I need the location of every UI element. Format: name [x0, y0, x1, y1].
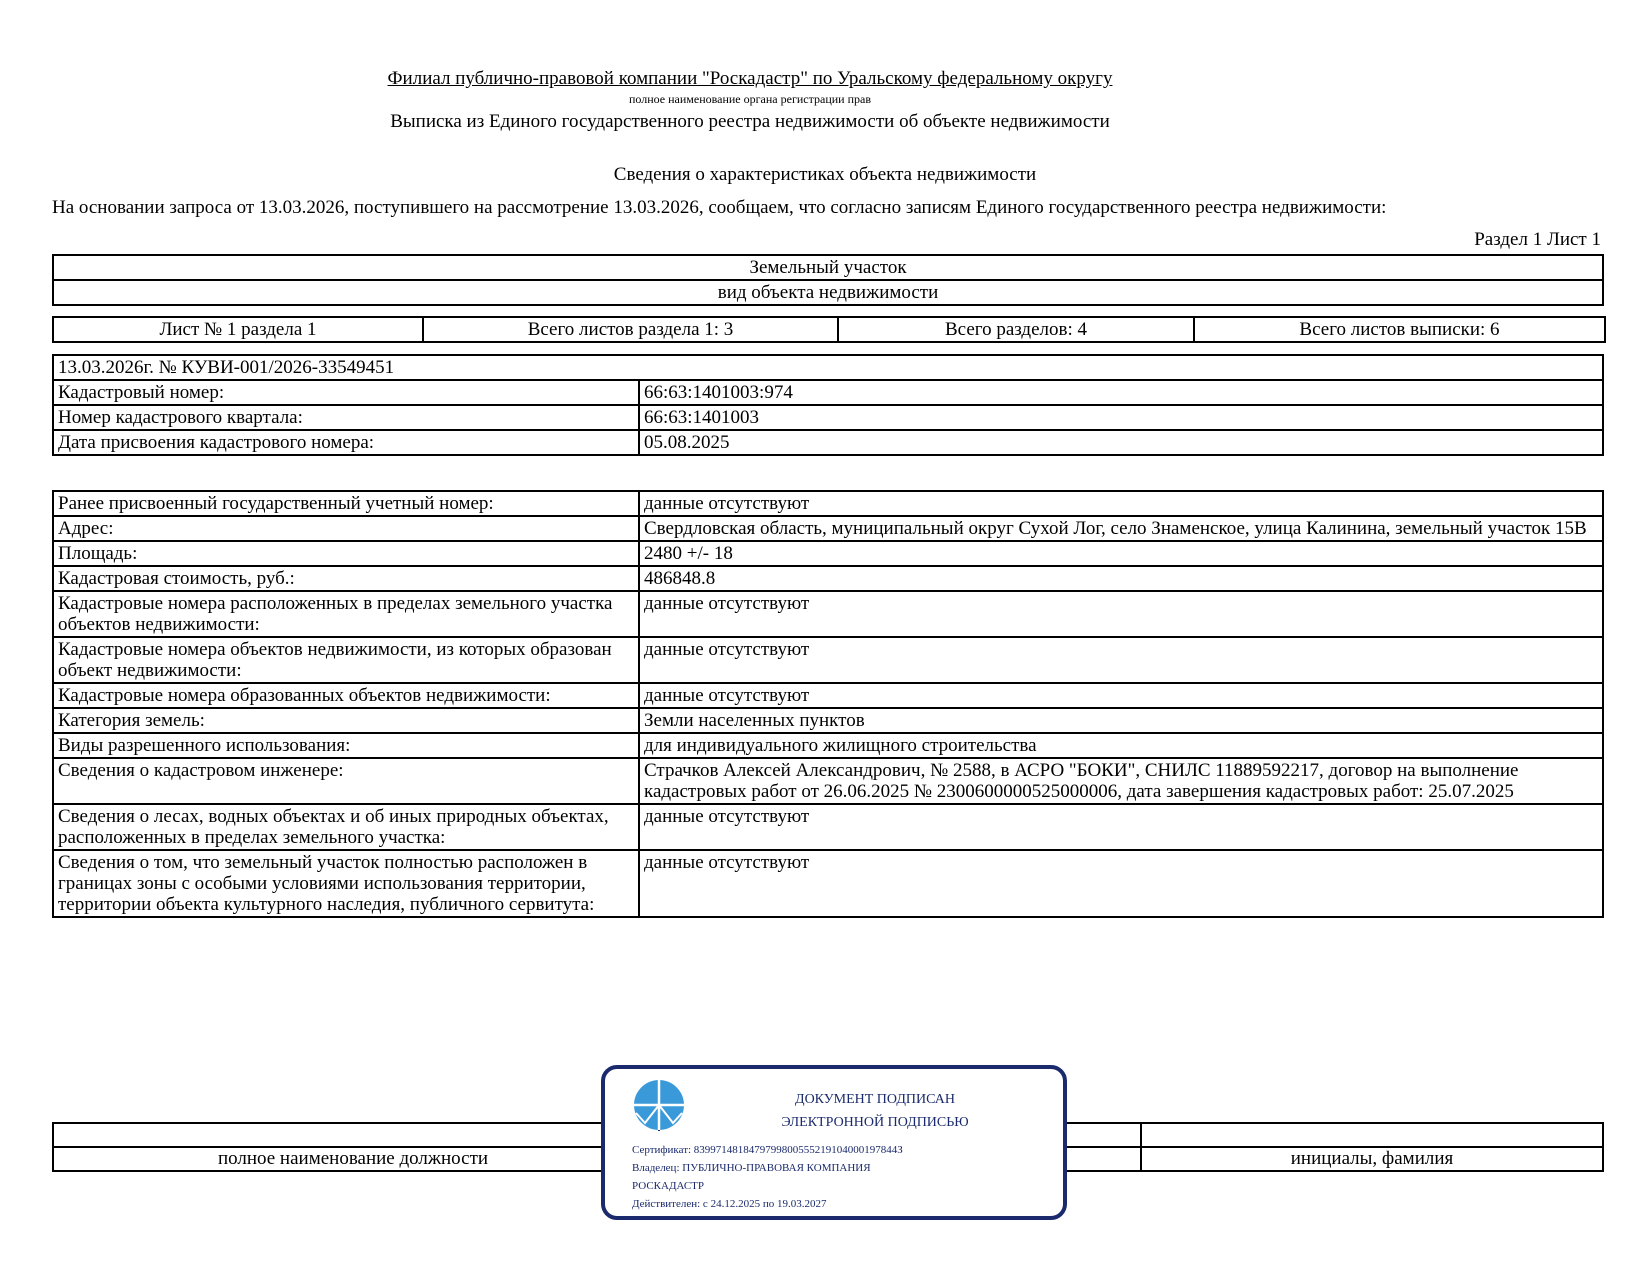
object-type-caption: вид объекта недвижимости: [53, 280, 1603, 305]
row-label: Виды разрешенного использования:: [53, 733, 639, 758]
stamp-title-line2: ЭЛЕКТРОННОЙ ПОДПИСЬЮ: [781, 1115, 969, 1130]
organization-name: Филиал публично-правовой компании "Роскадастр" по Уральскому федеральному округу: [387, 68, 1113, 89]
table-row: [53, 708, 1603, 733]
row-label: Кадастровые номера расположенных в пределах земельного участка объектов недвижимости:: [53, 591, 639, 637]
table-row: [53, 355, 1603, 380]
row-value: данные отсутствуют: [639, 804, 1603, 850]
row-label: Кадастровая стоимость, руб.:: [53, 566, 639, 591]
row-label: Сведения о том, что земельный участок полностью расположен в границах зоны с особыми условиями использования территории, территории объекта культурного наследия, публичного сервитута:: [53, 850, 639, 917]
row-label: Номер кадастрового квартала:: [53, 405, 639, 430]
row-label: Кадастровый номер:: [53, 380, 639, 405]
table-row: [53, 541, 1603, 566]
table-row: [53, 850, 1603, 917]
document-title: Выписка из Единого государственного реестра недвижимости об объекте недвижимости: [390, 111, 1110, 132]
table-row: [53, 637, 1603, 683]
roskadastr-logo-icon: [633, 1079, 685, 1131]
position-field: [53, 1123, 653, 1147]
table-row: [53, 317, 1605, 342]
section-label: Раздел 1 Лист 1: [1474, 229, 1601, 250]
row-value: Страчков Алексей Александрович, № 2588, в АСРО "БОКИ", СНИЛС 11889592217, договор на выполнение кадастровых работ от 26.06.2025 № 2300600000525000006, дата завершения кадастровых работ: 25.07.2025: [639, 758, 1603, 804]
total-sections: Всего разделов: 4: [838, 317, 1194, 342]
row-value: данные отсутствуют: [639, 850, 1603, 917]
table-row: [53, 491, 1603, 516]
stamp-owner: Владелец: ПУБЛИЧНО-ПРАВОВАЯ КОМПАНИЯ: [632, 1162, 871, 1174]
document-reference: 13.03.2026г. № КУВИ-001/2026-33549451: [53, 355, 1603, 380]
row-value: Земли населенных пунктов: [639, 708, 1603, 733]
organization-caption: полное наименование органа регистрации прав: [628, 92, 872, 106]
row-value: данные отсутствуют: [639, 683, 1603, 708]
table-row: [53, 591, 1603, 637]
row-label: Кадастровые номера образованных объектов недвижимости:: [53, 683, 639, 708]
details-table: [52, 490, 1604, 918]
table-row: [53, 758, 1603, 804]
object-type: Земельный участок: [53, 255, 1603, 280]
document-subtitle: Сведения о характеристиках объекта недвижимости: [613, 164, 1037, 185]
total-sheets: Всего листов выписки: 6: [1194, 317, 1605, 342]
row-value: 486848.8: [639, 566, 1603, 591]
row-value: данные отсутствуют: [639, 591, 1603, 637]
row-value: 66:63:1401003: [639, 405, 1603, 430]
row-value: для индивидуального жилищного строительства: [639, 733, 1603, 758]
row-label: Категория земель:: [53, 708, 639, 733]
row-value: 66:63:1401003:974: [639, 380, 1603, 405]
table-row: [53, 380, 1603, 405]
table-row: [53, 280, 1603, 305]
stamp-certificate: Сертификат: 8399714818479799800555219104000197844З: [632, 1144, 903, 1156]
stamp-title-line1: ДОКУМЕНТ ПОДПИСАН: [795, 1092, 955, 1107]
table-row: [53, 405, 1603, 430]
row-value: данные отсутствуют: [639, 491, 1603, 516]
table-row: [53, 804, 1603, 850]
main-info-table: [52, 354, 1604, 456]
row-label: Площадь:: [53, 541, 639, 566]
total-section-sheets: Всего листов раздела 1: 3: [423, 317, 838, 342]
table-row: [53, 683, 1603, 708]
row-label: Ранее присвоенный государственный учетный номер:: [53, 491, 639, 516]
row-value: 2480 +/- 18: [639, 541, 1603, 566]
object-type-table: [52, 254, 1604, 306]
row-label: Сведения о кадастровом инженере:: [53, 758, 639, 804]
table-row: [53, 733, 1603, 758]
row-label: Сведения о лесах, водных объектах и об иных природных объектах, расположенных в пределах земельного участка:: [53, 804, 639, 850]
stamp-owner-name: РОСКАДАСТР: [632, 1180, 705, 1192]
table-row: [53, 566, 1603, 591]
electronic-signature-stamp: [601, 1065, 1067, 1220]
sheets-table: [52, 316, 1606, 343]
name-field: [1141, 1123, 1603, 1147]
request-statement: На основании запроса от 13.03.2026, поступившего на рассмотрение 13.03.2026, сообщаем, что согласно записям Единого государственного реестра недвижимости:: [52, 197, 1387, 218]
table-row: [53, 516, 1603, 541]
row-label: Дата присвоения кадастрового номера:: [53, 430, 639, 455]
sheet-number: Лист № 1 раздела 1: [53, 317, 423, 342]
row-label: Кадастровые номера объектов недвижимости, из которых образован объект недвижимости:: [53, 637, 639, 683]
name-caption: инициалы, фамилия: [1141, 1147, 1603, 1171]
position-caption: полное наименование должности: [53, 1147, 653, 1171]
row-label: Адрес:: [53, 516, 639, 541]
stamp-validity: Действителен: с 24.12.2025 по 19.03.2027: [632, 1198, 827, 1210]
row-value: данные отсутствуют: [639, 637, 1603, 683]
row-value: 05.08.2025: [639, 430, 1603, 455]
table-row: [53, 430, 1603, 455]
table-row: [53, 255, 1603, 280]
row-value: Свердловская область, муниципальный округ Сухой Лог, село Знаменское, улица Калинина, земельный участок 15В: [639, 516, 1603, 541]
